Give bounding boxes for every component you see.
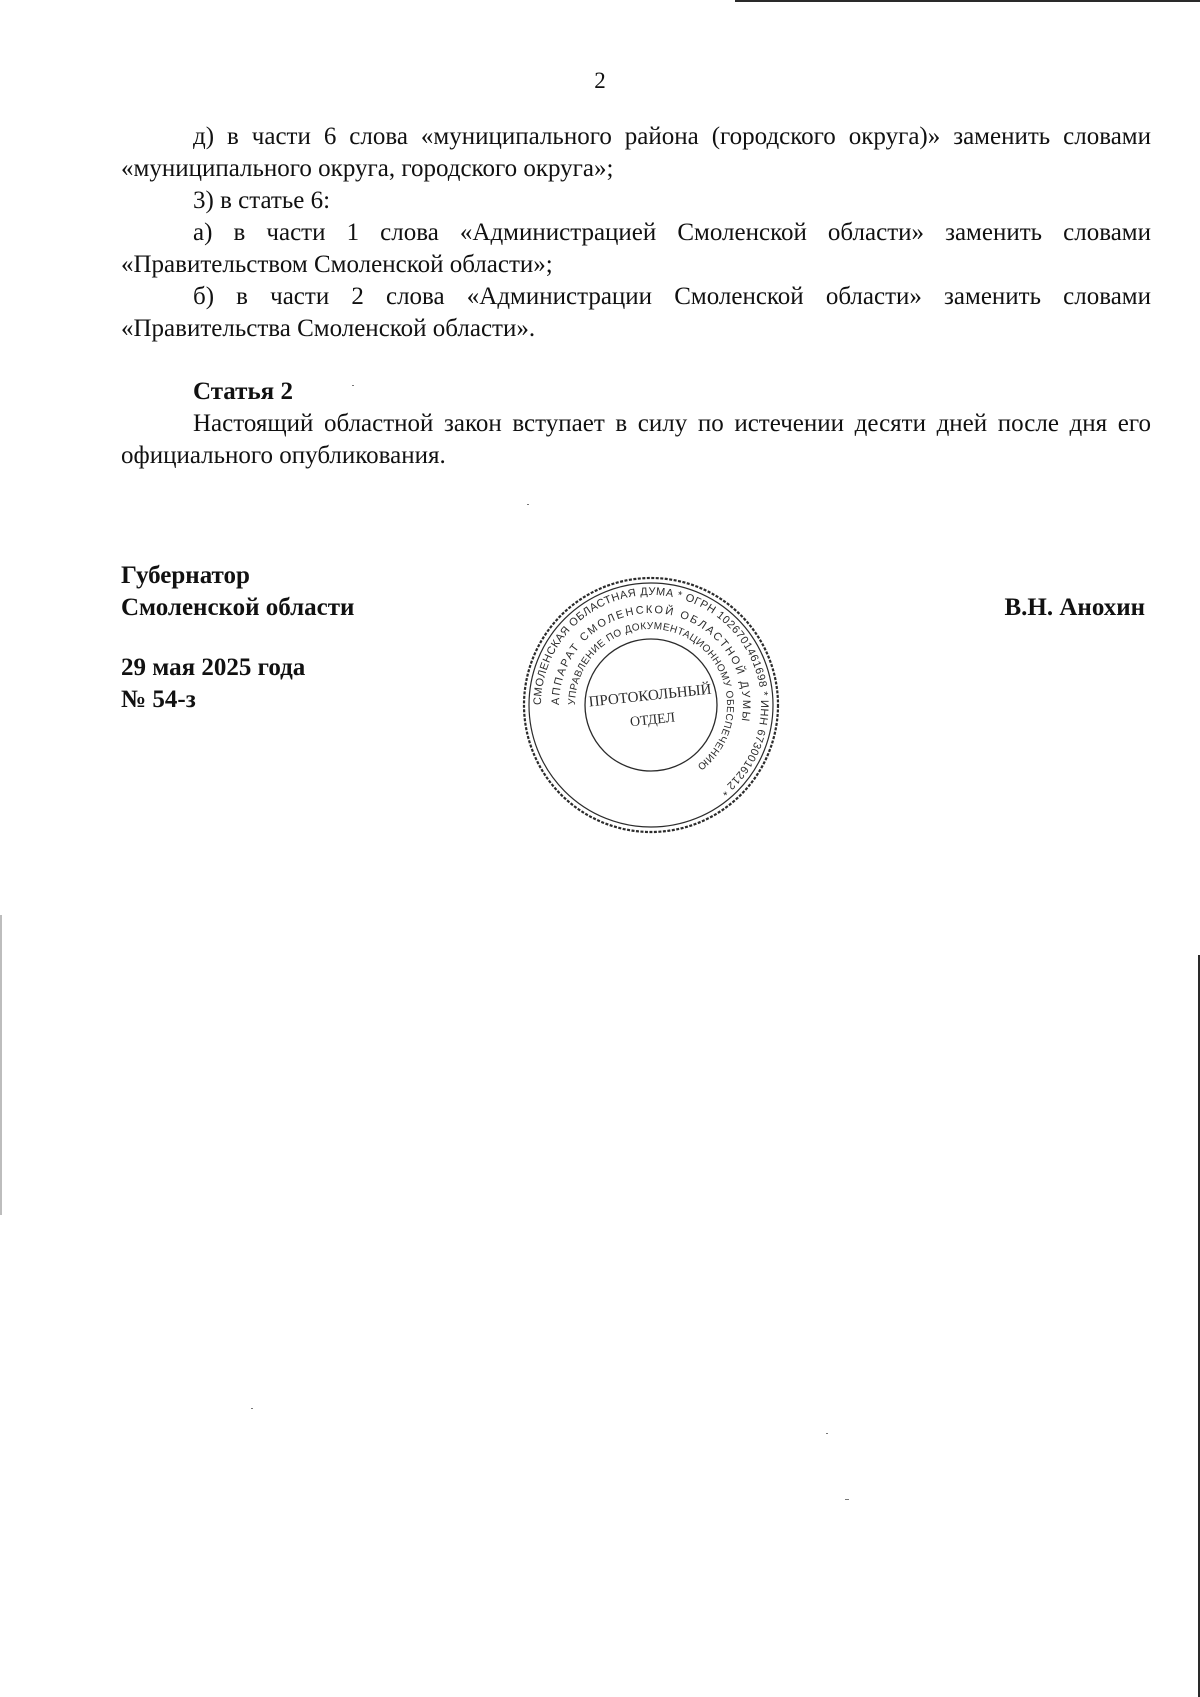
scan-speck bbox=[826, 1433, 828, 1434]
scan-speck bbox=[527, 504, 529, 505]
paragraph-article-6-intro: 3) в статье 6: bbox=[193, 187, 331, 214]
page-number: 2 bbox=[594, 68, 606, 93]
stamp-center-line2: ОТДЕЛ bbox=[629, 710, 676, 731]
scan-edge-left bbox=[0, 915, 2, 1215]
stamp-outer-ring-inner bbox=[529, 583, 773, 827]
document-body bbox=[121, 121, 1151, 472]
scan-speck bbox=[251, 1408, 253, 1409]
paragraph-amendment-d: д) в части 6 слова «муниципального района (городского округа)» заменить словами «муниципального округа, городского округа»; bbox=[121, 123, 1151, 182]
signature-title-line1: Губернатор bbox=[121, 562, 250, 589]
scan-edge-top bbox=[735, 0, 1200, 2]
paragraph-gap bbox=[121, 345, 1151, 376]
stamp-center-line1: ПРОТОКОЛЬНЫЙ bbox=[587, 681, 713, 711]
signatory-name: В.Н. Анохин bbox=[1004, 594, 1145, 621]
stamp-middle-text: АППАРАТ СМОЛЕНСКОЙ ОБЛАСТНОЙ ДУМЫ bbox=[549, 603, 753, 724]
scan-speck bbox=[845, 1499, 849, 1500]
paragraph-amendment-b: б) в части 2 слова «Администрации Смоленской области» заменить словами «Правительства Смоленской области». bbox=[121, 283, 1151, 342]
signature-title bbox=[121, 560, 354, 624]
stamp-outer-ring bbox=[524, 578, 778, 832]
stamp-inner-text: УПРАВЛЕНИЕ ПО ДОКУМЕНТАЦИОННОМУ ОБЕСПЕЧЕНИЮ bbox=[566, 620, 736, 772]
law-number: № 54-з bbox=[121, 686, 196, 713]
official-stamp bbox=[520, 574, 782, 836]
paragraph-amendment-a: а) в части 1 слова «Администрацией Смоленской области» заменить словами «Правительством Смоленской области»; bbox=[121, 219, 1151, 278]
law-date-number bbox=[121, 652, 305, 716]
stamp-outer-text: СМОЛЕНСКАЯ ОБЛАСТНАЯ ДУМА * ОГРН 1026701461698 * ИНН 6730016212 * bbox=[531, 585, 771, 798]
law-date: 29 мая 2025 года bbox=[121, 654, 306, 681]
signature-title-line2: Смоленской области bbox=[121, 594, 355, 621]
article-2-text: Настоящий областной закон вступает в силу по истечении десяти дней после дня его официального опубликования. bbox=[121, 410, 1151, 469]
article-2-heading: Статья 2 bbox=[193, 378, 293, 405]
